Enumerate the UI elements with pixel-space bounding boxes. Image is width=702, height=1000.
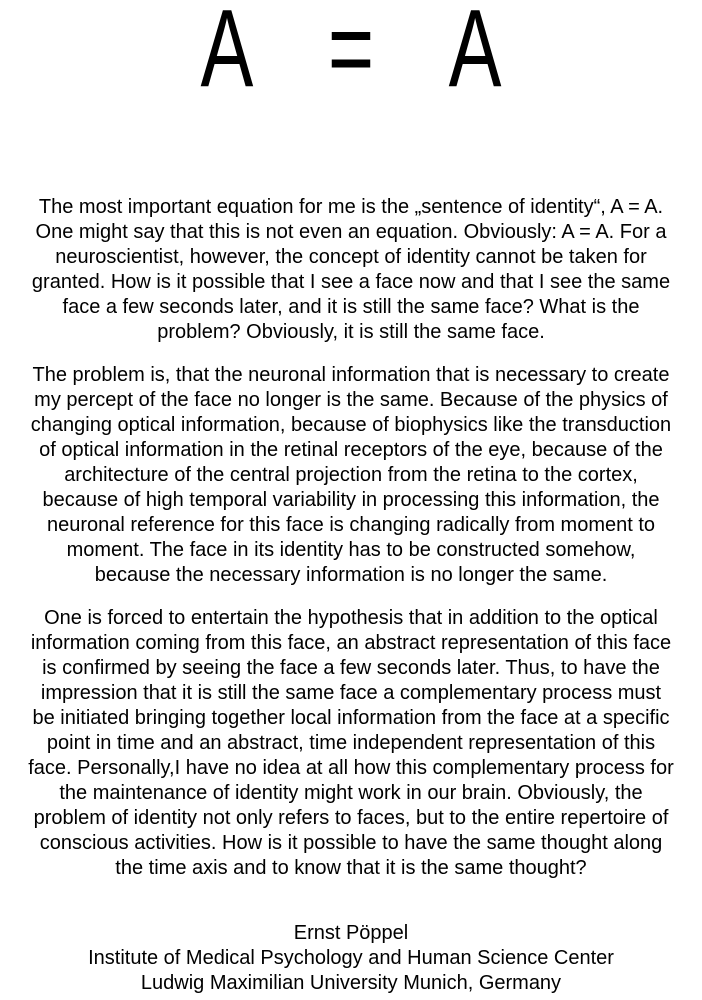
text-line: impression that it is still the same face a complementary process must xyxy=(40,682,662,704)
text-line: information coming from this face, an abstract representation of this face xyxy=(30,632,672,654)
text-line: moment. The face in its identity has to be constructed somehow, xyxy=(66,539,636,561)
text-line: face a few seconds later, and it is still the same face? What is the xyxy=(62,296,640,318)
text-line: face. Personally,I have no idea at all how this complementary process for xyxy=(28,757,674,779)
text-line: neuronal reference for this face is changing radically from moment to xyxy=(46,514,656,536)
text-line: The problem is, that the neuronal information that is necessary to create xyxy=(32,364,670,386)
text-line: problem? Obviously, it is still the same face. xyxy=(157,321,545,343)
text-line: Ernst Pöppel xyxy=(293,922,409,944)
text-line: One is forced to entertain the hypothesis that in addition to the optical xyxy=(44,607,658,629)
text-line: architecture of the central projection from the retina to the cortex, xyxy=(64,464,638,486)
text-line: granted. How is it possible that I see a face now and that I see the same xyxy=(31,271,671,293)
text-line: of optical information in the retinal receptors of the eye, because of the xyxy=(39,439,663,461)
footer-attribution xyxy=(0,921,702,996)
text-line: neuroscientist, however, the concept of identity cannot be taken for xyxy=(55,246,647,268)
text-line: Ludwig Maximilian University Munich, Germany xyxy=(140,972,562,994)
text-line: The most important equation for me is the „sentence of identity“, A = A. xyxy=(38,196,664,218)
paragraph-identity-intro xyxy=(0,195,702,345)
text-line: because of high temporal variability in processing this information, the xyxy=(42,489,660,511)
text-line: the maintenance of identity might work in our brain. Obviously, the xyxy=(59,782,643,804)
paragraph-abstract-representation xyxy=(0,606,702,881)
text-line: the time axis and to know that it is the same thought? xyxy=(115,857,587,879)
text-line: problem of identity not only refers to faces, but to the entire repertoire of xyxy=(33,807,669,829)
identity-equation-heading: A = A xyxy=(200,0,502,110)
text-line: Institute of Medical Psychology and Human Science Center xyxy=(88,947,614,969)
text-line: be initiated bringing together local information from the face at a specific xyxy=(32,707,670,729)
text-line: because the necessary information is no longer the same. xyxy=(94,564,608,586)
text-line: my percept of the face no longer is the same. Because of the physics of xyxy=(34,389,668,411)
paragraph-neuronal-information xyxy=(0,363,702,588)
text-line: is confirmed by seeing the face a few seconds later. Thus, to have the xyxy=(42,657,660,679)
text-line: point in time and an abstract, time independent representation of this xyxy=(46,732,656,754)
text-line: One might say that this is not even an equation. Obviously: A = A. For a xyxy=(35,221,667,243)
text-line: changing optical information, because of biophysics like the transduction xyxy=(30,414,672,436)
text-line: conscious activities. How is it possible to have the same thought along xyxy=(39,832,663,854)
